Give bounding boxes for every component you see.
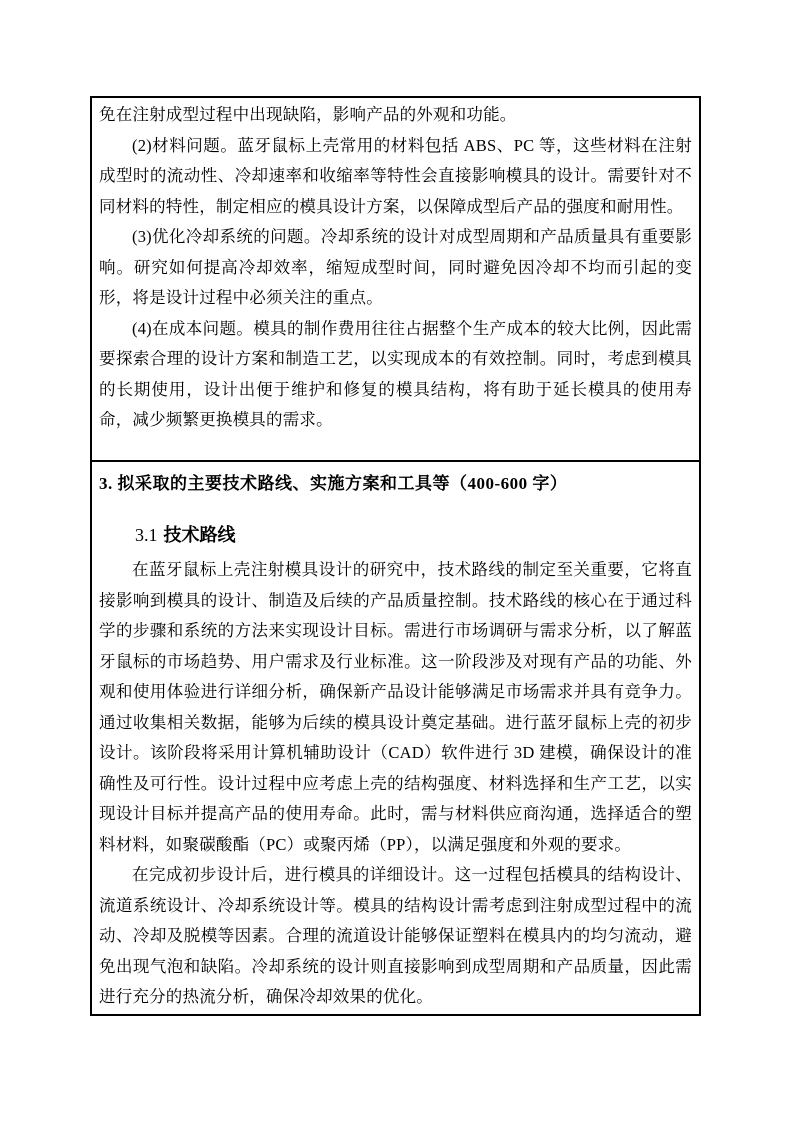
- section-3-cell: [92, 462, 699, 1012]
- proposal-table: [90, 96, 701, 1016]
- paragraph-material-issue: (2)材料问题。蓝牙鼠标上壳常用的材料包括 ABS、PC 等，这些材料在注射成型时的流动性、冷却速率和收缩率等特性会直接影响模具的设计。需要针对不同材料的特性，制定相应的模具设计方案，以保障成型后产品的强度和耐用性。: [99, 135, 692, 216]
- subheading-label: 技术路线: [163, 525, 236, 545]
- section-3-heading: 3. 拟采取的主要技术路线、实施方案和工具等（400-600 字）: [99, 474, 568, 493]
- subheading-number: 3.1: [135, 525, 158, 545]
- paragraph-tech-route-2: 在完成初步设计后，进行模具的详细设计。这一过程包括模具的结构设计、流道系统设计、冷却系统设计等。模具的结构设计需考虑到注射成型过程中的流动、冷却及脱模等因素。合理的流道设计能够保证塑料在模具内的均匀流动，避免出现气泡和缺陷。冷却系统的设计则直接影响到成型周期和产品质量，因此需进行充分的热流分析，确保冷却效果的优化。: [99, 865, 692, 1006]
- paragraph-continuation: 免在注射成型过程中出现缺陷，影响产品的外观和功能。: [99, 105, 517, 124]
- section-2-issues-cell: [92, 98, 699, 462]
- paragraph-cost-issue: (4)在成本问题。模具的制作费用往往占据整个生产成本的较大比例，因此需要探索合理的设计方案和制造工艺，以实现成本的有效控制。同时，考虑到模具的长期使用，设计出便于维护和修复的模具结构，将有助于延长模具的使用寿命，减少频繁更换模具的需求。: [99, 318, 692, 429]
- paragraph-cooling-issue: (3)优化冷却系统的问题。冷却系统的设计对成型周期和产品质量具有重要影响。研究如何提高冷却效率，缩短成型时间，同时避免因冷却不均而引起的变形，将是设计过程中必须关注的重点。: [99, 227, 692, 307]
- paragraph-tech-route-1: 在蓝牙鼠标上壳注射模具设计的研究中，技术路线的制定至关重要，它将直接影响到模具的设计、制造及后续的产品质量控制。技术路线的核心在于通过科学的步骤和系统的方法来实现设计目标。需进行市场调研与需求分析，以了解蓝牙鼠标的市场趋势、用户需求及行业标准。这一阶段涉及对现有产品的功能、外观和使用体验进行详细分析，确保新产品设计能够满足市场需求并具有竞争力。通过收集相关数据，能够为后续的模具设计奠定基础。进行蓝牙鼠标上壳的初步设计。该阶段将采用计算机辅助设计（CAD）软件进行 3D 建模，确保设计的准确性及可行性。设计过程中应考虑上壳的结构强度、材料选择和生产工艺，以实现设计目标并提高产品的使用寿命。此时，需与材料供应商沟通，选择适合的塑料材料，如聚碳酸酯（PC）或聚丙烯（PP），以满足强度和外观的要求。: [99, 560, 692, 854]
- section-3-1-subheading: [135, 519, 692, 551]
